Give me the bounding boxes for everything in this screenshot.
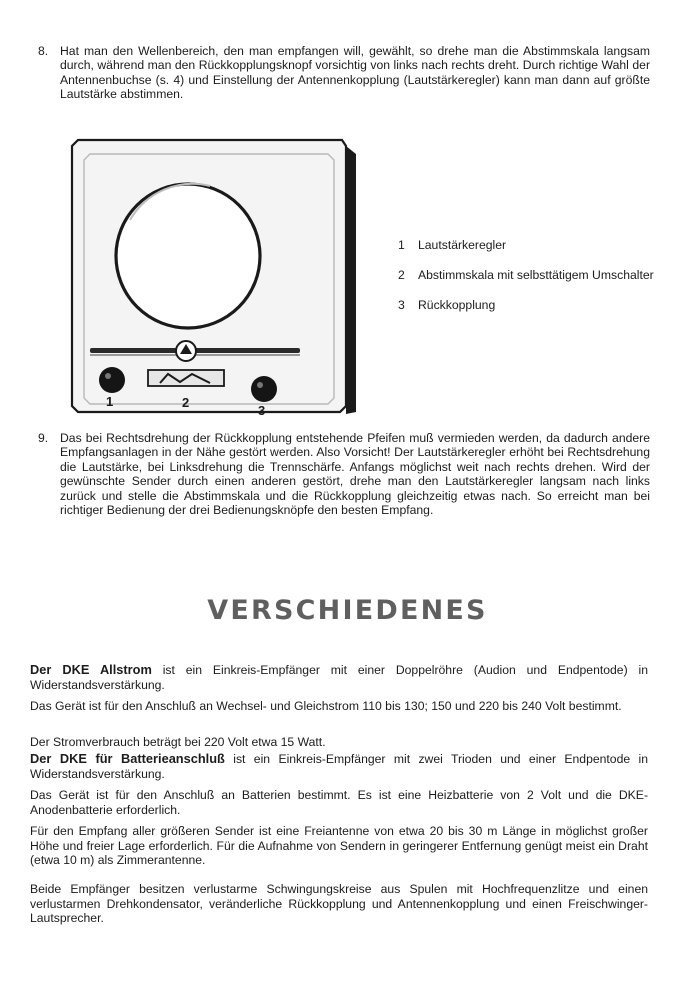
step-text: Hat man den Wellenbereich, den man empfangen will, gewählt, so drehe man die Abstimmskala langsam durch, während man den Rückkopplungsknopf vorsichtig von links nach rechts dreht. Durch richtige Wahl der Antennenbuchse (s. 4) und Einstellung der Antennenkopplung (Lautstärkeregler) kann man dann auf größte Lautstärke abstimmen. xyxy=(60,44,650,102)
figure-legend xyxy=(398,234,658,324)
callout-2: 2 xyxy=(182,395,190,410)
paragraph-power-supply xyxy=(30,699,648,714)
paragraph-consumption xyxy=(30,735,648,750)
paragraph-text: Für den Empfang aller größeren Sender ist eine Freiantenne von etwa 20 bis 30 m Länge in möglichst großer Höhe und freier Lage erforderlich. Für die Aufnahme von Sendern in geringerer Entfernung genügt meist ein Draht (etwa 10 m) als Zimmerantenne. xyxy=(30,824,648,868)
paragraph-text: ist ein Einkreis-Empfänger mit einer Doppelröhre (Audion und Endpentode) in Widerstandsverstärkung. xyxy=(30,663,648,692)
speaker-grille xyxy=(116,184,260,328)
paragraph-batteries xyxy=(30,788,648,817)
paragraph-lead: Der DKE für Batterieanschluß xyxy=(30,751,225,766)
paragraph-text: ist ein Einkreis-Empfänger mit zwei Trioden und einer Endpentode in Widerstandsverstärkung. xyxy=(30,752,649,781)
step-text: Das bei Rechtsdrehung der Rückkopplung entstehende Pfeifen muß vermieden werden, da dadurch andere Empfangsanlagen in der Nähe gestört werden. Also Vorsicht! Der Lautstärkeregler erhöht bei Rechtsdrehung die Lautstärke, bei Linksdrehung die Trennschärfe. Anfangs möglichst weit nach rechts drehen. Wird der gewünschte Sender durch einen anderen gestört, drehe man den Lautstärkeregler langsam nach links zurück und stelle die Abstimmskala und die Rückkopplung gleichzeitig etwas nach. So erreicht man bei richtiger Bedienung der drei Bedienungsknöpfe den besten Empfang. xyxy=(60,431,650,518)
callout-1: 1 xyxy=(106,394,114,409)
feedback-knob-highlight xyxy=(257,382,263,388)
paragraph-antenna xyxy=(30,824,648,868)
legend-number: 2 xyxy=(398,268,405,282)
paragraph-text: Das Gerät ist für den Anschluß an Batterien bestimmt. Es ist eine Heizbatterie von 2 Volt und die DKE-Anodenbatterie erforderlich. xyxy=(30,788,648,817)
paragraph-dke-allstrom xyxy=(30,663,648,692)
legend-label: Rückkopplung xyxy=(418,298,496,312)
step-number: 8. xyxy=(38,44,49,58)
legend-label: Lautstärkeregler xyxy=(418,238,507,252)
paragraph-components xyxy=(30,882,648,926)
callout-3: 3 xyxy=(258,403,266,418)
paragraph-dke-battery xyxy=(30,752,648,781)
legend-label: Abstimmskala mit selbsttätigem Umschalter xyxy=(418,268,654,282)
paragraph-text: Das Gerät ist für den Anschluß an Wechsel- und Gleichstrom 110 bis 130; 150 und 220 bis 240 Volt bestimmt. xyxy=(30,699,622,713)
section-heading: VERSCHIEDENES xyxy=(207,595,488,626)
radio-illustration xyxy=(60,130,360,430)
step-number: 9. xyxy=(38,431,49,445)
paragraph-lead: Der DKE Allstrom xyxy=(30,662,152,677)
paragraph-text: Der Stromverbrauch beträgt bei 220 Volt etwa 15 Watt. xyxy=(30,735,326,749)
legend-item-volume xyxy=(398,234,658,256)
paragraph-text: Beide Empfänger besitzen verlustarme Schwingungskreise aus Spulen mit Hochfrequenzlitze und einen verlustarmen Drehkondensator, veränderliche Rückkopplung und Antennenkopplung und einen Freischwinger-Lautsprecher. xyxy=(30,882,648,926)
legend-number: 3 xyxy=(398,298,405,312)
cabinet-side xyxy=(346,146,356,414)
instruction-step-8 xyxy=(38,44,650,102)
volume-knob-highlight xyxy=(105,373,111,379)
legend-item-tuning-scale xyxy=(398,264,658,286)
feedback-knob xyxy=(251,376,277,402)
radio-drawing xyxy=(60,130,360,430)
legend-number: 1 xyxy=(398,238,405,252)
legend-item-feedback xyxy=(398,294,658,316)
volume-knob xyxy=(99,367,125,393)
instruction-step-9 xyxy=(38,431,650,517)
